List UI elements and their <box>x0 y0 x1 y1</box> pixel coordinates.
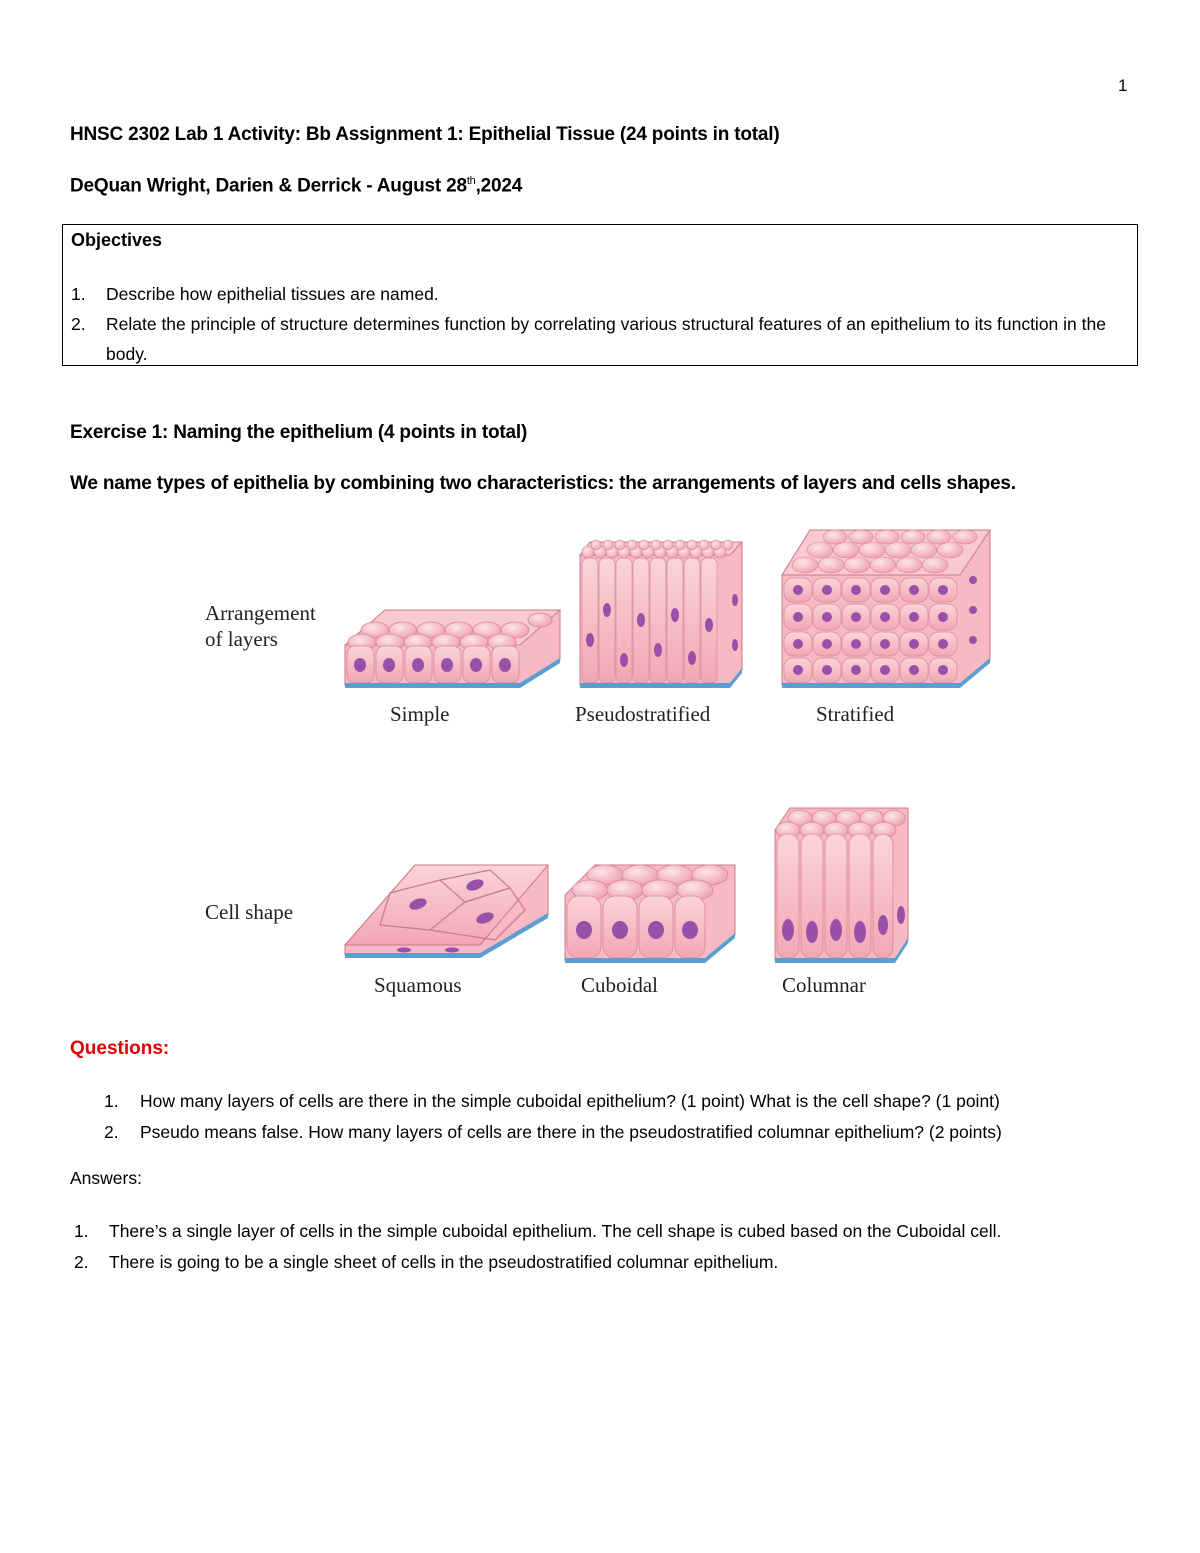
arrangement-label-line1: Arrangement <box>205 601 316 625</box>
cell-shape-label: Cell shape <box>205 900 294 924</box>
caption-stratified: Stratified <box>816 702 895 726</box>
authors-text: DeQuan Wright, Darien & Derrick - August 28 <box>70 175 467 197</box>
answer-text: There is going to be a single sheet of cells in the pseudostratified columnar epithelium. <box>109 1252 779 1272</box>
pseudostratified-epithelium-drawing <box>580 540 742 688</box>
simple-epithelium-drawing <box>345 610 560 688</box>
objective-number: 2. <box>71 314 86 334</box>
objective-text: Relate the principle of structure determines function by correlating various structural features of an epithelium to its function in the body. <box>106 314 1106 364</box>
question-item <box>104 1117 1164 1148</box>
exercise-subtitle: We name types of epithelia by combining two characteristics: the arrangements of layers and cells shapes. <box>70 473 1016 494</box>
caption-cuboidal: Cuboidal <box>581 973 658 997</box>
objective-number: 1. <box>71 284 86 304</box>
objectives-box <box>62 224 1138 366</box>
objectives-list <box>71 279 1131 369</box>
question-text: Pseudo means false. How many layers of cells are there in the pseudostratified columnar epithelium? (2 points) <box>140 1122 1002 1142</box>
questions-list <box>104 1086 1164 1148</box>
answers-heading: Answers: <box>70 1168 142 1188</box>
squamous-epithelium-drawing <box>345 865 548 958</box>
cuboidal-epithelium-drawing <box>565 865 735 963</box>
caption-columnar: Columnar <box>782 973 866 997</box>
objective-text: Describe how epithelial tissues are named. <box>106 284 439 304</box>
authors-year: ,2024 <box>475 175 523 197</box>
authors-line <box>70 175 522 197</box>
exercise-title: Exercise 1: Naming the epithelium (4 points in total) <box>70 422 528 443</box>
objectives-heading: Objectives <box>71 230 163 250</box>
date-suffix: th <box>466 175 476 187</box>
arrangement-label-line2: of layers <box>205 627 278 651</box>
caption-pseudostratified: Pseudostratified <box>575 702 711 726</box>
objective-item <box>71 309 1131 369</box>
questions-heading: Questions: <box>70 1038 170 1059</box>
question-item <box>104 1086 1164 1117</box>
answer-number: 1. <box>74 1221 89 1241</box>
answers-list <box>74 1216 1154 1278</box>
question-text: How many layers of cells are there in the simple cuboidal epithelium? (1 point) What is the cell shape? (1 point) <box>140 1091 1000 1111</box>
document-title: HNSC 2302 Lab 1 Activity: Bb Assignment 1: Epithelial Tissue (24 points in total) <box>70 124 780 145</box>
answer-item <box>74 1216 1154 1247</box>
epithelium-illustration <box>190 520 1020 1010</box>
answer-item <box>74 1247 1154 1278</box>
page-number: 1 <box>1118 76 1128 95</box>
epithelium-figure <box>190 520 1020 1010</box>
columnar-epithelium-drawing <box>775 808 908 963</box>
answer-text: There’s a single layer of cells in the simple cuboidal epithelium. The cell shape is cubed based on the Cuboidal cell. <box>109 1221 1002 1241</box>
objective-item <box>71 279 1131 309</box>
question-number: 1. <box>104 1091 119 1111</box>
caption-squamous: Squamous <box>374 973 462 997</box>
answer-number: 2. <box>74 1252 89 1272</box>
arrangement-of-layers-label <box>205 600 316 652</box>
question-number: 2. <box>104 1122 119 1142</box>
stratified-epithelium-drawing <box>782 530 990 688</box>
caption-simple: Simple <box>390 702 450 726</box>
